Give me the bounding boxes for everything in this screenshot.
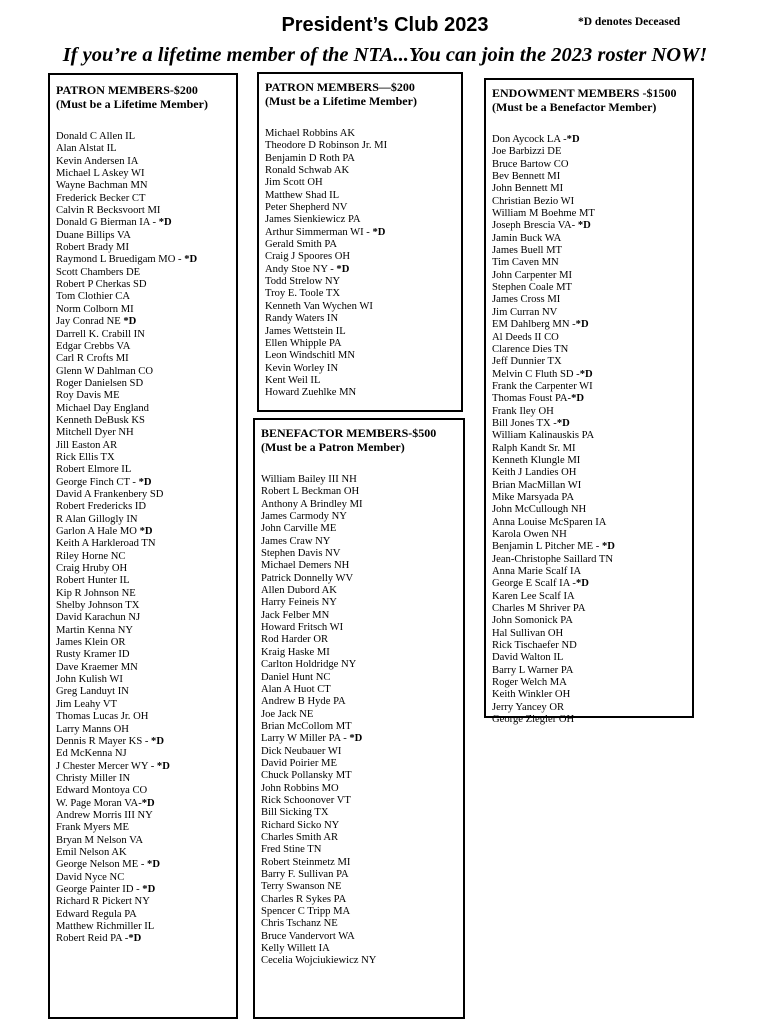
member-name: Duane Billips VA: [56, 229, 131, 241]
member-name: Jim Scott OH: [265, 177, 323, 189]
member-name: Ed McKenna NJ: [56, 748, 127, 760]
member-name: Robert Steinmetz MI: [261, 856, 351, 868]
member-name: Daniel Hunt NC: [261, 671, 331, 683]
member-name: Chuck Pollansky MT: [261, 770, 352, 782]
member-name: William Bailey III NH: [261, 474, 357, 485]
member-name: Bryan M Nelson VA: [56, 834, 144, 846]
member-name: EM Dahlberg MN -*D: [492, 319, 589, 331]
member-name: Jamin Buck WA: [492, 232, 562, 244]
member-name: Roger Danielsen SD: [56, 377, 144, 389]
member-name: Melvin C Fluth SD -*D: [492, 368, 593, 380]
endowment-members-box: [484, 78, 694, 726]
member-name: Michael Robbins AK: [265, 128, 356, 139]
member-name: Ronald Schwab AK: [265, 165, 350, 177]
member-name: Anna Marie Scalf IA: [492, 566, 582, 578]
member-name: William M Boehme MT: [492, 208, 595, 220]
member-name: Wayne Bachman MN: [56, 180, 148, 192]
member-name: Matthew Shad IL: [265, 189, 340, 201]
benefactor-members-box: [253, 418, 465, 1019]
member-name: George Nelson ME - *D: [56, 859, 160, 871]
section-heading: ENDOWMENT MEMBERS -$1500: [492, 86, 677, 100]
member-name: Bill Jones TX -*D: [492, 417, 570, 429]
member-name: John McCullough NH: [492, 504, 587, 516]
member-name: Jean-Christophe Saillard TN: [492, 553, 614, 565]
member-name: Dick Neubauer WI: [261, 745, 342, 757]
member-name: James Carmody NY: [261, 511, 347, 523]
member-name: Richard R Pickert NY: [56, 896, 150, 908]
member-name: John Kulish WI: [56, 674, 123, 686]
member-name: Darrell K. Crabill IN: [56, 328, 145, 340]
member-name: Kraig Haske MI: [261, 646, 330, 658]
member-name: Carlton Holdridge NY: [261, 659, 357, 671]
member-list: [492, 134, 692, 727]
member-name: Al Deeds II CO: [492, 331, 559, 343]
section-heading: BENEFACTOR MEMBERS-$500: [261, 426, 437, 440]
member-name: Alan A Huot CT: [261, 683, 331, 695]
member-name: Robert Fredericks ID: [56, 501, 147, 513]
patron-members-box-left: [48, 73, 238, 1019]
member-name: Mike Marsyada PA: [492, 491, 574, 503]
member-name: Robert L Beckman OH: [261, 486, 360, 498]
member-name: Norm Colborn MI: [56, 303, 134, 315]
member-name: Mitchell Dyer NH: [56, 427, 134, 439]
member-name: Jay Conrad NE *D: [56, 316, 137, 328]
member-name: Kenneth Klungle MI: [492, 454, 581, 466]
member-name: Barry L Warner PA: [492, 664, 574, 676]
section-subheading: (Must be a Lifetime Member): [56, 97, 208, 111]
member-name: Joe Barbizzi DE: [492, 146, 562, 158]
member-name: Matthew Richmiller IL: [56, 921, 155, 932]
section-subheading: (Must be a Benefactor Member): [492, 100, 657, 114]
member-name: Greg Landuyt IN: [56, 686, 129, 698]
member-name: Anna Louise McSparen IA: [492, 516, 607, 528]
member-name: Theodore D Robinson Jr. MI: [265, 140, 388, 152]
member-name: Robert Reid PA -*D: [56, 933, 142, 945]
member-name: Alan Alstat IL: [56, 143, 117, 155]
member-name: David Poirier ME: [261, 757, 337, 769]
member-name: W. Page Moran VA-*D: [56, 797, 155, 809]
deceased-note: *D denotes Deceased: [578, 16, 681, 28]
member-name: Kevin Worley IN: [265, 362, 339, 374]
member-name: Howard Zuehlke MN: [265, 387, 357, 399]
member-name: Keith A Harkleroad TN: [56, 538, 156, 550]
member-name: Keith J Landies OH: [492, 467, 577, 479]
page-subtitle: If you’re a lifetime member of the NTA...You can join the 2023 roster NOW!: [62, 44, 708, 66]
member-name: Anthony A Brindley MI: [261, 498, 363, 510]
member-name: Ralph Kandt Sr. MI: [492, 442, 576, 454]
member-name: Don Aycock LA -*D: [492, 134, 580, 145]
member-name: Brian McCollom MT: [261, 720, 352, 732]
member-name: Robert Elmore IL: [56, 464, 132, 476]
member-name: David Nyce NC: [56, 871, 125, 883]
member-name: Charles R Sykes PA: [261, 893, 347, 905]
member-name: Jim Leahy VT: [56, 698, 118, 710]
member-list: [56, 131, 236, 946]
member-name: Stephen Davis NV: [261, 548, 341, 560]
member-list: [265, 128, 461, 400]
member-name: Jim Curran NV: [492, 306, 558, 318]
member-name: Christian Bezio WI: [492, 195, 575, 207]
member-name: Spencer C Tripp MA: [261, 906, 351, 918]
member-name: Clarence Dies TN: [492, 343, 569, 355]
member-name: Michael Demers NH: [261, 560, 350, 572]
member-name: Christy Miller IN: [56, 772, 131, 784]
member-name: Thomas Foust PA-*D: [492, 393, 585, 405]
member-name: Frederick Becker CT: [56, 192, 146, 204]
member-name: Kevin Andersen IA: [56, 155, 139, 167]
member-name: Bruce Vandervort WA: [261, 930, 355, 942]
member-name: Peter Shepherd NV: [265, 202, 348, 214]
member-name: Robert P Cherkas SD: [56, 279, 147, 291]
member-name: Karola Owen NH: [492, 529, 567, 540]
member-name: John Robbins MO: [261, 782, 339, 794]
member-name: Howard Fritsch WI: [261, 622, 344, 634]
member-name: John Bennett MI: [492, 183, 564, 195]
member-name: Edgar Crebbs VA: [56, 340, 131, 352]
member-name: Frank the Carpenter WI: [492, 380, 593, 392]
member-name: Emil Nelson AK: [56, 846, 127, 858]
member-name: Andy Stoe NY - *D: [265, 263, 350, 275]
member-name: Craig J Spoores OH: [265, 251, 351, 263]
member-name: Edward Regula PA: [56, 908, 137, 920]
member-name: Kelly Willett IA: [261, 943, 330, 955]
member-name: Edward Montoya CO: [56, 785, 148, 797]
member-name: Tom Clothier CA: [56, 291, 131, 303]
member-name: Riley Horne NC: [56, 550, 126, 562]
member-name: Todd Strelow NY: [265, 276, 341, 288]
member-name: Jerry Yancey OR: [492, 701, 565, 713]
member-name: Allen Dubord AK: [261, 585, 337, 597]
member-name: Rod Harder OR: [261, 634, 329, 646]
member-name: Benjamin D Roth PA: [265, 152, 355, 164]
member-name: Roger Welch MA: [492, 677, 567, 689]
member-name: David Walton IL: [492, 652, 564, 664]
member-name: John Carpenter MI: [492, 269, 573, 281]
member-name: Robert Hunter IL: [56, 575, 130, 587]
member-name: Andrew B Hyde PA: [261, 696, 346, 708]
member-name: Michael Day England: [56, 402, 149, 414]
member-name: Randy Waters IN: [265, 313, 339, 325]
member-name: Jeff Dunnier TX: [492, 356, 562, 368]
member-name: Rusty Kramer ID: [56, 649, 130, 661]
member-name: Donald G Bierman IA - *D: [56, 217, 172, 229]
member-name: William Kalinauskis PA: [492, 430, 595, 442]
section-heading: PATRON MEMBERS-$200: [56, 83, 198, 97]
member-name: Tim Caven MN: [492, 257, 559, 269]
member-name: Charles Smith AR: [261, 831, 339, 843]
member-name: Gerald Smith PA: [265, 239, 338, 251]
member-name: Fred Stine TN: [261, 844, 322, 856]
member-name: John Carville ME: [261, 523, 337, 535]
member-name: Dave Kraemer MN: [56, 661, 138, 673]
member-name: Craig Hruby OH: [56, 563, 128, 575]
member-name: John Somonick PA: [492, 615, 573, 627]
member-name: Larry W Miller PA - *D: [261, 733, 363, 745]
member-name: Frank Myers ME: [56, 822, 129, 834]
member-name: Robert Brady MI: [56, 242, 129, 254]
member-name: Raymond L Bruedigam MO - *D: [56, 254, 198, 266]
page-title: President’s Club 2023: [281, 14, 489, 36]
member-name: Kent Weil IL: [265, 374, 321, 386]
member-name: James Klein OR: [56, 637, 126, 649]
member-name: Larry Manns OH: [56, 723, 129, 735]
member-name: Brian MacMillan WI: [492, 479, 582, 491]
member-name: James Buell MT: [492, 245, 563, 257]
member-name: Thomas Lucas Jr. OH: [56, 711, 149, 723]
member-list: [261, 474, 463, 968]
member-name: Bev Bennett MI: [492, 171, 561, 183]
member-name: Leon Windschitl MN: [265, 350, 356, 362]
member-name: Shelby Johnson TX: [56, 600, 140, 612]
section-subheading: (Must be a Lifetime Member): [265, 94, 417, 108]
member-name: Roy Davis ME: [56, 390, 120, 402]
member-name: Joe Jack NE: [261, 708, 314, 720]
member-name: Rick Schoonover VT: [261, 794, 351, 806]
member-name: Michael L Askey WI: [56, 168, 145, 180]
member-name: Kip R Johnson NE: [56, 587, 136, 599]
member-name: James Cross MI: [492, 294, 561, 306]
member-name: Karen Lee Scalf IA: [492, 590, 575, 602]
member-name: Bruce Bartow CO: [492, 158, 569, 170]
member-name: Carl R Crofts MI: [56, 353, 129, 365]
member-name: Stephen Coale MT: [492, 282, 573, 294]
member-name: Barry F. Sullivan PA: [261, 869, 349, 880]
member-name: Terry Swanson NE: [261, 881, 342, 893]
member-name: Arthur Simmerman WI - *D: [265, 226, 386, 238]
member-name: Benjamin L Pitcher ME - *D: [492, 541, 615, 553]
member-name: Bill Sicking TX: [261, 807, 329, 819]
member-name: George Finch CT - *D: [56, 476, 152, 488]
member-name: Donald C Allen IL: [56, 131, 136, 142]
member-name: Ellen Whipple PA: [265, 337, 342, 349]
member-name: Jill Easton AR: [56, 439, 118, 451]
member-name: Patrick Donnelly WV: [261, 572, 354, 584]
member-name: David Karachun NJ: [56, 612, 141, 624]
member-name: Jack Felber MN: [261, 609, 330, 621]
member-name: Chris Tschanz NE: [261, 918, 338, 930]
member-name: Hal Sullivan OH: [492, 627, 564, 639]
member-name: Scott Chambers DE: [56, 266, 141, 278]
section-heading: PATRON MEMBERS—$200: [265, 80, 415, 94]
member-name: Dennis R Mayer KS - *D: [56, 735, 164, 747]
member-name: Martin Kenna NY: [56, 624, 134, 636]
member-name: Richard Sicko NY: [261, 819, 340, 831]
member-name: Kenneth DeBusk KS: [56, 414, 145, 426]
member-name: James Sienkiewicz PA: [265, 214, 361, 226]
member-name: George Painter ID - *D: [56, 883, 156, 895]
member-name: J Chester Mercer WY - *D: [56, 760, 170, 772]
member-name: George E Scalf IA -*D: [492, 578, 589, 590]
patron-members-box-right: [257, 72, 463, 412]
member-name: George Ziegler OH: [492, 714, 575, 726]
member-name: Keith Winkler OH: [492, 689, 571, 701]
member-name: James Craw NY: [261, 535, 331, 547]
member-name: Calvin R Becksvoort MI: [56, 205, 161, 217]
member-name: Kenneth Van Wychen WI: [265, 300, 373, 312]
member-name: Andrew Morris III NY: [56, 809, 153, 821]
member-name: Frank Iley OH: [492, 405, 554, 417]
member-name: R Alan Gillogly IN: [56, 513, 138, 525]
member-name: Garlon A Hale MO *D: [56, 526, 153, 537]
section-subheading: (Must be a Patron Member): [261, 440, 405, 454]
member-name: Rick Ellis TX: [56, 451, 115, 463]
member-name: Troy E. Toole TX: [265, 288, 340, 300]
member-name: Rick Tischaefer ND: [492, 640, 577, 652]
member-name: James Wettstein IL: [265, 325, 346, 337]
member-name: Joseph Brescia VA- *D: [492, 220, 591, 232]
member-name: David A Frankenbery SD: [56, 488, 164, 500]
member-name: Charles M Shriver PA: [492, 603, 586, 615]
member-name: Cecelia Wojciukiewicz NY: [261, 955, 377, 967]
member-name: Glenn W Dahlman CO: [56, 365, 153, 377]
member-name: Harry Feineis NY: [261, 597, 337, 609]
